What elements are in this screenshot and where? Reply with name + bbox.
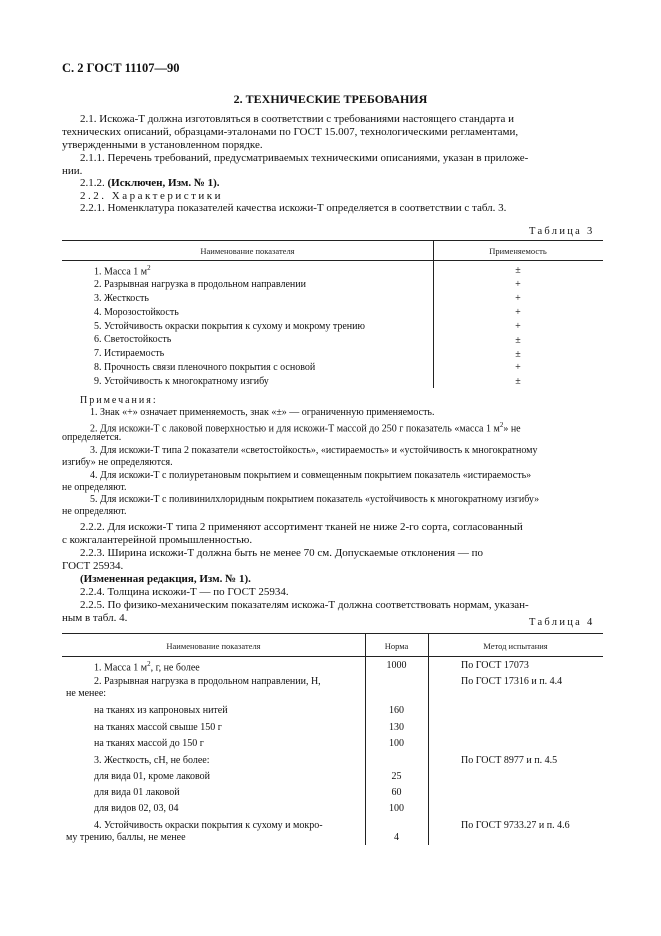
table3-row-3-name: 3. Жесткость — [94, 293, 149, 304]
table4-col2-header: Норма — [384, 641, 409, 651]
para-2-1-line3: утвержденными в установленном порядке. — [62, 139, 263, 151]
table3-header-rule — [62, 260, 603, 261]
table4-row-3-name: 3. Жесткость, сН, не более: — [94, 755, 210, 766]
note-1: 1. Знак «+» означает применяемость, знак «±» — ограниченную применяемость. — [90, 407, 435, 418]
note-5-line1: 5. Для искожи-Т с поливинилхлоридным покрытием показатель «устойчивость к многократному изгибу» — [90, 494, 540, 505]
para-2-1-2-num: 2.1.2. — [80, 177, 105, 189]
note-2-line2: определяется. — [62, 432, 122, 443]
table3-row-8-name: 8. Прочность связи пленочного покрытия с основой — [94, 362, 316, 373]
table4-row-3-sub-3-norm: 100 — [389, 803, 404, 814]
table3-row-5-value: + — [515, 321, 521, 332]
amendment-note: (Измененная редакция, Изм. № 1). — [80, 573, 251, 585]
table3-row-3-value: + — [515, 293, 521, 304]
table4-col3-header: Метод испытания — [483, 641, 548, 651]
table4-row-1-method: По ГОСТ 17073 — [461, 660, 529, 671]
table3-row-1-name: 1. Масса 1 $м^2$ — [94, 264, 151, 278]
table3-row-6-name: 6. Светостойкость — [94, 334, 172, 345]
table4-row-2-sub-2: на тканях массой свыше 150 г — [94, 722, 222, 733]
para-2-1-line2: технических описаний, образцами-эталонами по ГОСТ 15.007, технологическими регламентами, — [62, 126, 519, 138]
para-2-2-1: 2.2.1. Номенклатура показателей качества искожи-Т определяется в соответствии с табл. 3. — [80, 202, 507, 214]
table3-row-2-value: + — [515, 279, 521, 290]
table4-row-3-sub-3: для видов 02, 03, 04 — [94, 803, 179, 814]
table4-row-4-name-line1: 4. Устойчивость окраски покрытия к сухому и мокро- — [94, 820, 323, 831]
table3-top-rule — [62, 240, 603, 241]
note-5-line2: не определяют. — [62, 506, 127, 517]
table4-top-rule — [62, 633, 603, 634]
para-2-1-2 — [80, 177, 220, 190]
note-3-line2: изгибу» не определяются. — [62, 457, 173, 468]
table4-row-3-method: По ГОСТ 8977 и п. 4.5 — [461, 755, 558, 766]
table4-row-2-method: По ГОСТ 17316 и п. 4.4 — [461, 676, 563, 687]
para-2-2-3-line2: ГОСТ 25934. — [62, 560, 124, 572]
table3-row-9-value: ± — [515, 376, 521, 387]
para-2-2-3-line1: 2.2.3. Ширина искожи-Т должна быть не менее 70 см. Допускаемые отклонения — по — [80, 547, 483, 559]
table4-row-3-sub-2: для вида 01 лаковой — [94, 787, 180, 798]
table3-label: Таблица 3 — [529, 226, 595, 237]
table3-row-7-value: ± — [515, 349, 521, 360]
para-2-2-5-line2: ным в табл. 4. — [62, 612, 128, 624]
para-2-2-4: 2.2.4. Толщина искожи-Т — по ГОСТ 25934. — [80, 586, 289, 598]
table4-col-divider-2 — [428, 633, 429, 845]
table4-label: Таблица 4 — [529, 617, 595, 628]
notes-title: Примечания: — [80, 395, 158, 406]
table3-row-6-value: ± — [515, 335, 521, 346]
note-4-line2: не определяют. — [62, 482, 127, 493]
table4-row-1-name: 1. Масса 1 $м^2$, г, не более — [94, 660, 200, 674]
table3-row-4-name: 4. Морозостойкость — [94, 307, 179, 318]
table3-row-4-value: + — [515, 307, 521, 318]
table4-header-rule — [62, 656, 603, 657]
table3-row-8-value: + — [515, 362, 521, 373]
table3-row-5-name: 5. Устойчивость окраски покрытия к сухому и мокрому трению — [94, 321, 365, 332]
table3-col2-header: Применяемость — [489, 246, 547, 256]
table3-col1-header: Наименование показателя — [200, 246, 295, 256]
table4-row-3-sub-2-norm: 60 — [391, 787, 402, 798]
note-3-line1: 3. Для искожи-Т типа 2 показатели «светостойкость», «истираемость» и «устойчивость к многократному — [90, 445, 538, 456]
para-2-2-2-line1: 2.2.2. Для искожи-Т типа 2 применяют ассортимент тканей не ниже 2-го сорта, согласованный — [80, 521, 523, 533]
table4-row-2-name-line1: 2. Разрывная нагрузка в продольном направлении, Н, — [94, 676, 321, 687]
table4-col1-header: Наименование показателя — [166, 641, 261, 651]
table3-row-2-name: 2. Разрывная нагрузка в продольном направлении — [94, 279, 306, 290]
para-2-2-5-line1: 2.2.5. По физико-механическим показателям искожа-Т должна соответствовать нормам, указан- — [80, 599, 529, 611]
para-2-1-1-line2: нии. — [62, 165, 83, 177]
para-2-1-1-line1: 2.1.1. Перечень требований, предусматриваемых техническими описаниями, указан в приложе- — [80, 152, 529, 164]
para-2-2-2-line2: с кожгалантерейной промышленностью. — [62, 534, 253, 546]
table4-row-2-sub-1: на тканях из капроновых нитей — [94, 705, 228, 716]
table3-row-9-name: 9. Устойчивость к многократному изгибу — [94, 376, 269, 387]
para-2-2: 2.2. Характеристики — [80, 190, 224, 202]
table4-row-2-name-line2: не менее: — [66, 688, 107, 699]
table3-row-7-name: 7. Истираемость — [94, 348, 165, 359]
table3-row-1-value: ± — [515, 265, 521, 276]
para-2-1-line1: 2.1. Искожа-Т должна изготовляться в соответствии с требованиями настоящего стандарта и — [80, 113, 515, 125]
table4-row-2-sub-2-norm: 130 — [389, 722, 404, 733]
note-4-line1: 4. Для искожи-Т с полиуретановым покрытием и совмещенным покрытием показатель «истираемость» — [90, 470, 532, 481]
para-2-1-2-bold: (Исключен, Изм. № 1). — [107, 177, 220, 189]
table4-row-3-sub-1-norm: 25 — [391, 771, 402, 782]
page-header: С. 2 ГОСТ 11107—90 — [62, 61, 180, 75]
table4-row-4-norm: 4 — [394, 832, 399, 843]
table4-row-3-sub-1: для вида 01, кроме лаковой — [94, 771, 210, 782]
table4-row-1-norm: 1000 — [386, 660, 407, 671]
note-2-line1: 2. Для искожи-Т с лаковой поверхностью и для искожи-Т массой до 250 г показатель «масса 1 $м^2$» не — [90, 421, 521, 435]
section-title: 2. ТЕХНИЧЕСКИЕ ТРЕБОВАНИЯ — [233, 92, 428, 106]
table4-row-4-method: По ГОСТ 9733.27 и п. 4.6 — [461, 820, 570, 831]
table4-row-2-sub-3: на тканях массой до 150 г — [94, 738, 204, 749]
table4-row-4-name-line2: му трению, баллы, не менее — [66, 832, 186, 843]
table4-row-2-sub-1-norm: 160 — [389, 705, 404, 716]
table4-row-2-sub-3-norm: 100 — [389, 738, 404, 749]
